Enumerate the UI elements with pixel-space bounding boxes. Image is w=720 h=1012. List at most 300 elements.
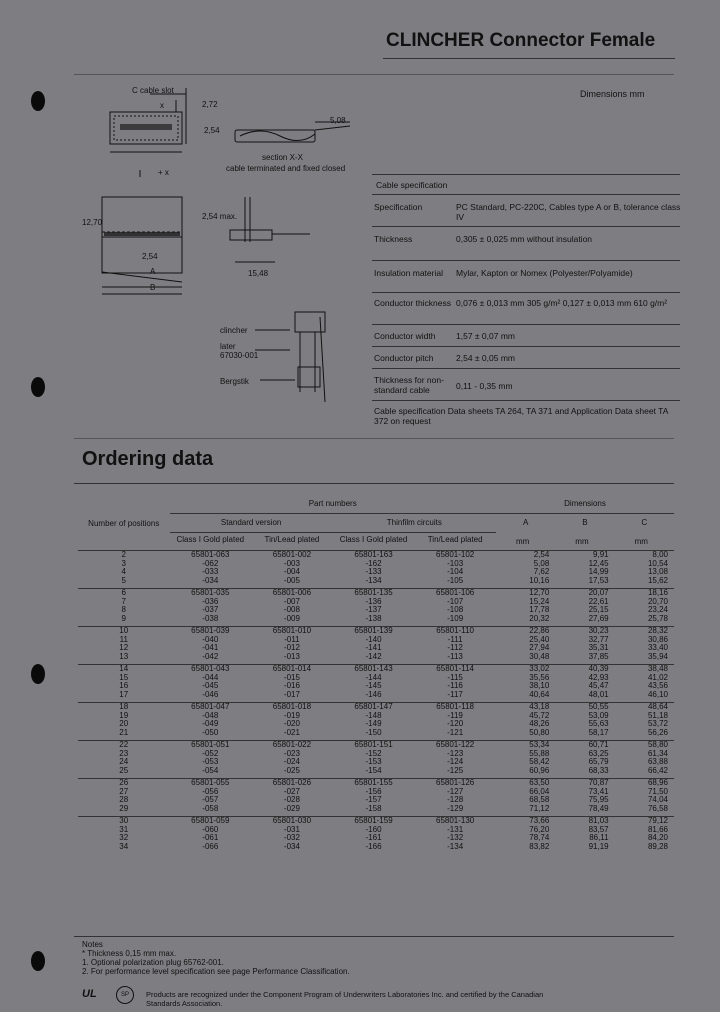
spec-rule (372, 174, 680, 175)
spec-value: 2,54 ± 0,05 mm (456, 353, 515, 363)
dim-254-max: 2,54 max. (202, 212, 238, 221)
cell-dim-c: 35,94 (647, 651, 668, 661)
cell-tf-gold: -153 (365, 757, 382, 766)
connector-drawing (80, 82, 370, 422)
cell-tf-tin: 65801-114 (414, 665, 496, 674)
cell-positions: 2 (78, 551, 170, 560)
cell-positions: 7 (121, 596, 126, 606)
cell-dim-c: 23,24 (647, 605, 668, 614)
cell-std-tin: -034 (283, 841, 300, 851)
cell-dim-a: 40,64 (529, 689, 550, 699)
cell-dim-a: 45,72 (529, 710, 550, 720)
h-mm-b: mm (575, 536, 589, 546)
table-row (78, 577, 674, 589)
section-rule (74, 483, 674, 484)
cell-dim-c: 51,18 (647, 710, 668, 720)
cell-std-gold: -034 (202, 575, 219, 585)
cell-dim-a: 71,12 (529, 803, 550, 813)
section-note: cable terminated and fixed closed (226, 164, 346, 173)
spec-value: PC Standard, PC-220C, Cables type A or B, tolerance class IV (456, 202, 681, 222)
spec-value: Mylar, Kapton or Nomex (Polyester/Polyamide) (456, 268, 633, 278)
spec-rule (372, 194, 680, 195)
cell-tf-tin: -103 (447, 558, 464, 568)
cell-tf-tin: 65801-102 (414, 551, 496, 560)
table-row (78, 653, 674, 665)
cell-std-tin: -005 (283, 575, 300, 585)
cell-dim-c: 58,80 (615, 741, 674, 750)
cell-dim-a: 30,48 (529, 651, 550, 661)
cell-dim-b: 91,19 (588, 841, 609, 851)
spec-label: Conductor pitch (374, 353, 434, 363)
cell-std-tin: -031 (283, 824, 300, 834)
cell-std-tin: -032 (283, 833, 300, 842)
csa-logo: SP (116, 986, 134, 1004)
h-a: A (522, 517, 529, 527)
cell-dim-b: 30,23 (555, 627, 614, 636)
cell-positions: 17 (119, 689, 129, 699)
cell-tf-tin: -108 (447, 605, 464, 614)
table-row (78, 767, 674, 779)
cell-positions: 18 (78, 703, 170, 712)
cable-spec-heading: Cable specification (376, 180, 448, 190)
dim-254: 2,54 (204, 126, 220, 135)
title-rule (383, 58, 675, 59)
cell-dim-c: 81,66 (647, 824, 668, 834)
cell-tf-gold: -161 (365, 833, 382, 842)
cell-std-tin: -016 (283, 681, 300, 690)
cell-positions: 6 (78, 589, 170, 598)
cell-std-tin: -019 (283, 710, 300, 720)
cell-std-tin: 65801-006 (251, 589, 333, 598)
table-row (78, 615, 674, 627)
xx-label: + x (158, 168, 169, 177)
cell-tf-tin: -104 (447, 567, 464, 576)
h-tin-lead-tf: Tin/Lead plated (427, 535, 483, 544)
cell-std-gold: -060 (202, 824, 219, 834)
cell-tf-gold: -156 (365, 786, 382, 796)
cell-dim-b: 73,41 (588, 786, 609, 796)
cell-tf-gold: -160 (365, 824, 382, 834)
cell-dim-c: 79,12 (615, 817, 674, 826)
cell-dim-b: 58,17 (588, 727, 609, 737)
spec-rule (372, 400, 680, 401)
cell-dim-b: 65,79 (588, 757, 609, 766)
cell-dim-c: 61,34 (647, 748, 668, 758)
spec-label: Specification (374, 202, 423, 212)
cell-std-gold: 65801-043 (170, 665, 252, 674)
cell-tf-tin: -127 (447, 786, 464, 796)
table-row (78, 843, 674, 855)
cell-dim-c: 53,72 (647, 719, 668, 728)
cell-tf-gold: -158 (365, 803, 382, 813)
x-label: x (160, 101, 164, 110)
ul-logo: UL (82, 988, 97, 1000)
cell-tf-tin: -124 (447, 757, 464, 766)
h-class-gold: Class I Gold plated (176, 535, 245, 544)
cell-std-gold: 65801-047 (170, 703, 252, 712)
cell-dim-b: 78,49 (588, 803, 609, 813)
cell-dim-c: 74,04 (647, 795, 668, 804)
h-num-positions: Number of positions (88, 518, 160, 528)
clincher-label: clincher (220, 326, 248, 335)
cell-std-tin: 65801-022 (251, 741, 333, 750)
cell-tf-tin: -121 (447, 727, 464, 737)
spec-value: 0,11 - 0,35 mm (456, 381, 513, 391)
binder-hole (31, 91, 45, 111)
ordering-heading: Ordering data (82, 448, 214, 470)
cell-dim-c: 13,08 (647, 567, 668, 576)
cell-tf-tin: -128 (447, 795, 464, 804)
cell-dim-a: 68,58 (529, 795, 550, 804)
note-2: 1. Optional polarization plug 65762-001. (82, 958, 224, 967)
cell-tf-gold: -152 (365, 748, 382, 758)
cell-dim-a: 48,26 (529, 719, 550, 728)
cell-std-gold: -049 (202, 719, 219, 728)
h-part-numbers: Part numbers (170, 496, 496, 513)
cell-dim-a: 55,88 (529, 748, 550, 758)
section-rule (74, 438, 674, 439)
cell-dim-a: 7,62 (533, 567, 550, 576)
cell-dim-a: 73,66 (496, 817, 555, 826)
cell-dim-c: 28,32 (615, 627, 674, 636)
binder-hole (31, 377, 45, 397)
cell-std-gold: -053 (202, 757, 219, 766)
cell-dim-c: 84,20 (647, 833, 668, 842)
certification-text (146, 990, 543, 1008)
cell-tf-tin: -134 (447, 841, 464, 851)
dim-272: 2,72 (202, 100, 218, 109)
cell-dim-a: 33,02 (496, 665, 555, 674)
cell-dim-b: 35,31 (588, 643, 609, 652)
cell-std-tin: 65801-026 (251, 779, 333, 788)
cell-std-tin: -029 (283, 803, 300, 813)
cell-tf-gold: -145 (365, 681, 382, 690)
cell-tf-gold: -144 (365, 672, 382, 682)
dim-1548: 15,48 (248, 269, 269, 278)
cell-dim-b: 40,39 (555, 665, 614, 674)
cell-std-tin: 65801-014 (251, 665, 333, 674)
h-thinfilm: Thinfilm circuits (333, 513, 496, 533)
cell-positions: 29 (119, 803, 129, 813)
cell-std-gold: -062 (202, 558, 219, 568)
cell-tf-tin: 65801-118 (414, 703, 496, 712)
cell-dim-c: 38,48 (615, 665, 674, 674)
cell-std-gold: 65801-063 (170, 551, 252, 560)
cell-dim-b: 42,93 (588, 672, 609, 682)
h-dimensions: Dimensions (496, 496, 674, 513)
cell-positions: 21 (119, 727, 129, 737)
cell-positions: 26 (78, 779, 170, 788)
cell-tf-tin: -112 (447, 643, 463, 652)
cell-std-tin: -028 (283, 795, 300, 804)
cell-tf-tin: 65801-122 (414, 741, 496, 750)
h-c: C (641, 517, 648, 527)
cell-tf-tin: -131 (447, 824, 464, 834)
cell-tf-gold: -142 (365, 651, 382, 661)
cell-std-tin: -004 (283, 567, 300, 576)
note-1: * Thickness 0,15 mm max. (82, 949, 177, 958)
cell-tf-gold: -148 (365, 710, 382, 720)
cell-positions: 14 (78, 665, 170, 674)
note-3: 2. For performance level specification see page Performance Classification. (82, 967, 350, 976)
table-row (78, 691, 674, 703)
cell-positions: 3 (121, 558, 126, 568)
cell-dim-b: 53,09 (588, 710, 609, 720)
section-rule (74, 936, 674, 937)
cell-std-gold: -050 (202, 727, 219, 737)
cell-tf-tin: -115 (447, 672, 463, 682)
cell-tf-gold: -150 (365, 727, 382, 737)
cell-positions: 24 (119, 757, 129, 766)
cell-dim-c: 46,10 (647, 689, 668, 699)
h-b: B (582, 517, 588, 527)
cell-tf-tin: -111 (447, 634, 463, 644)
spec-rule (372, 226, 680, 227)
cell-dim-c: 43,56 (647, 681, 668, 690)
cell-dim-c: 76,58 (647, 803, 668, 813)
cell-dim-c: 89,28 (647, 841, 668, 851)
cell-dim-b: 83,57 (588, 824, 609, 834)
cell-dim-a: 2,54 (496, 551, 555, 560)
bergstik-label: Bergstik (220, 377, 249, 386)
section-rule (74, 74, 674, 75)
cell-positions: 31 (119, 824, 129, 834)
cell-dim-b: 48,01 (588, 689, 609, 699)
spec-rule (372, 324, 680, 325)
cell-std-gold: -036 (202, 596, 219, 606)
cell-positions: 20 (119, 719, 129, 728)
cell-std-gold: -040 (202, 634, 219, 644)
cell-tf-tin: -125 (447, 765, 464, 775)
cell-dim-a: 15,24 (529, 596, 550, 606)
certification-line-1: Products are recognized under the Component Program of Underwriters Laboratories Inc. and certified by the Canadian (146, 990, 544, 999)
cell-tf-gold: -140 (365, 634, 382, 644)
section-label: section X-X (262, 153, 303, 162)
cell-std-gold: -066 (202, 841, 219, 851)
cell-tf-tin: -120 (447, 719, 464, 728)
c-cable-slot-label: C cable slot (132, 86, 174, 95)
spec-rule (372, 346, 680, 347)
cell-std-tin: -013 (283, 651, 300, 661)
cell-dim-a: 20,32 (529, 613, 550, 623)
spec-rule (372, 368, 680, 369)
notes (82, 940, 350, 976)
cell-tf-gold: -149 (365, 719, 382, 728)
cell-positions: 32 (119, 833, 129, 842)
cell-dim-b: 25,15 (588, 605, 609, 614)
dim-508: 5,08 (330, 116, 346, 125)
cell-dim-c: 68,96 (615, 779, 674, 788)
cell-tf-tin: 65801-110 (414, 627, 496, 636)
cell-dim-c: 10,54 (647, 558, 668, 568)
cell-std-gold: -045 (202, 681, 219, 690)
dim-254b: 2,54 (142, 252, 158, 261)
cell-dim-b: 20,07 (555, 589, 614, 598)
cell-dim-b: 22,61 (588, 596, 609, 606)
table-row (78, 805, 674, 817)
cell-dim-a: 60,96 (529, 765, 550, 775)
cell-tf-gold: -138 (365, 613, 382, 623)
a-label: A (150, 267, 156, 276)
cell-tf-gold: -141 (365, 643, 382, 652)
later-label: later (220, 342, 236, 351)
cell-dim-a: 25,40 (529, 634, 550, 644)
cell-dim-a: 63,50 (496, 779, 555, 788)
cell-tf-gold: 65801-139 (333, 627, 415, 636)
cell-std-tin: -011 (284, 634, 300, 644)
notes-heading: Notes (82, 940, 103, 949)
cell-tf-gold: -136 (365, 596, 382, 606)
cell-dim-c: 66,42 (647, 765, 668, 775)
cell-std-gold: -037 (202, 605, 219, 614)
cell-tf-tin: -107 (447, 596, 464, 606)
cell-std-gold: -054 (202, 765, 219, 775)
cell-tf-gold: 65801-155 (333, 779, 415, 788)
cell-tf-tin: -117 (447, 689, 463, 699)
cell-tf-tin: -105 (447, 575, 464, 585)
cell-positions: 9 (121, 613, 126, 623)
cell-std-tin: -021 (283, 727, 300, 737)
cell-dim-a: 66,04 (529, 786, 550, 796)
cell-std-tin: -020 (283, 719, 300, 728)
cell-tf-gold: -154 (365, 765, 382, 775)
cell-dim-a: 12,70 (496, 589, 555, 598)
cell-dim-a: 53,34 (496, 741, 555, 750)
cell-std-tin: -027 (283, 786, 300, 796)
cell-dim-b: 12,45 (588, 558, 609, 568)
spec-label: Conductor thickness (374, 298, 452, 308)
cell-positions: 12 (119, 643, 129, 652)
cell-dim-a: 38,10 (529, 681, 550, 690)
cell-std-gold: -033 (202, 567, 219, 576)
cell-std-tin: -024 (283, 757, 300, 766)
cell-dim-c: 48,64 (615, 703, 674, 712)
cell-tf-tin: 65801-130 (414, 817, 496, 826)
cell-std-tin: 65801-002 (251, 551, 333, 560)
cell-dim-a: 35,56 (529, 672, 550, 682)
cell-dim-b: 60,71 (555, 741, 614, 750)
cell-tf-gold: 65801-163 (333, 551, 415, 560)
cell-dim-a: 22,86 (496, 627, 555, 636)
table-row (78, 729, 674, 741)
h-standard: Standard version (170, 513, 333, 533)
cell-dim-b: 14,99 (588, 567, 609, 576)
cell-dim-c: 8,00 (615, 551, 674, 560)
cell-std-tin: -009 (283, 613, 300, 623)
cell-std-gold: -058 (202, 803, 219, 813)
h-tin-lead: Tin/Lead plated (264, 535, 320, 544)
spec-value: 1,57 ± 0,07 mm (456, 331, 515, 341)
cell-dim-b: 37,85 (588, 651, 609, 661)
spec-label: Conductor width (374, 331, 436, 341)
cell-std-gold: 65801-051 (170, 741, 252, 750)
cell-std-tin: -007 (283, 596, 300, 606)
cell-dim-a: 5,08 (533, 558, 550, 568)
cell-std-gold: -057 (202, 795, 219, 804)
spec-label: Thickness (374, 234, 413, 244)
cell-positions: 28 (119, 795, 129, 804)
cell-dim-b: 45,47 (588, 681, 609, 690)
cell-tf-tin: 65801-106 (414, 589, 496, 598)
cell-tf-tin: -119 (447, 710, 463, 720)
h-mm-a: mm (515, 536, 530, 546)
cell-tf-gold: -162 (365, 558, 382, 568)
spec-label: Insulation material (374, 268, 443, 278)
cell-dim-a: 27,94 (529, 643, 550, 652)
cell-dim-c: 25,78 (647, 613, 668, 623)
cell-dim-b: 50,55 (555, 703, 614, 712)
spec-value: 0,076 ± 0,013 mm 305 g/m² 0,127 ± 0,013 mm 610 g/m² (456, 298, 668, 308)
cell-dim-c: 71,50 (647, 786, 668, 796)
cell-std-gold: -052 (202, 748, 219, 758)
cell-dim-b: 9,91 (555, 551, 614, 560)
cell-dim-b: 68,33 (588, 765, 609, 775)
cell-tf-tin: 65801-126 (414, 779, 496, 788)
cell-std-tin: -015 (283, 672, 300, 682)
cell-dim-b: 86,11 (589, 833, 609, 842)
cell-std-tin: -008 (283, 605, 300, 614)
cell-std-gold: -042 (202, 651, 219, 661)
cell-std-tin: 65801-030 (251, 817, 333, 826)
cell-dim-c: 33,40 (647, 643, 668, 652)
cell-tf-tin: -113 (447, 651, 463, 661)
cell-tf-gold: 65801-135 (333, 589, 415, 598)
cell-std-tin: 65801-010 (251, 627, 333, 636)
spec-label: Thickness for non-standard cable (374, 375, 444, 395)
ordering-table (78, 496, 674, 854)
cell-std-gold: -048 (202, 710, 219, 720)
spec-rule (372, 260, 680, 261)
cell-tf-gold: 65801-151 (333, 741, 415, 750)
cell-dim-b: 27,69 (588, 613, 609, 623)
cell-dim-b: 55,63 (588, 719, 609, 728)
spec-rule (372, 292, 680, 293)
cell-positions: 15 (119, 672, 129, 682)
cell-std-gold: -046 (202, 689, 219, 699)
cell-positions: 25 (119, 765, 129, 775)
cell-std-tin: -012 (283, 643, 300, 652)
binder-hole (31, 951, 45, 971)
cell-dim-a: 78,74 (529, 833, 550, 842)
cell-dim-b: 63,25 (588, 748, 609, 758)
cell-positions: 34 (119, 841, 129, 851)
cell-dim-c: 41,02 (647, 672, 668, 682)
cell-positions: 22 (78, 741, 170, 750)
cell-tf-tin: -123 (447, 748, 464, 758)
cell-std-gold: 65801-055 (170, 779, 252, 788)
cell-dim-c: 20,70 (647, 596, 668, 606)
cell-std-tin: 65801-018 (251, 703, 333, 712)
cell-tf-gold: 65801-143 (333, 665, 415, 674)
cell-dim-b: 75,95 (588, 795, 609, 804)
cell-dim-c: 15,62 (647, 575, 668, 585)
cell-std-gold: -056 (202, 786, 219, 796)
cell-std-gold: -061 (202, 833, 219, 842)
cell-positions: 27 (119, 786, 129, 796)
cell-dim-a: 10,16 (529, 575, 550, 585)
cell-positions: 16 (119, 681, 129, 690)
cell-tf-gold: 65801-159 (333, 817, 415, 826)
cell-dim-b: 81,03 (555, 817, 614, 826)
cell-tf-gold: -137 (365, 605, 382, 614)
cell-tf-gold: -146 (365, 689, 382, 699)
cell-tf-gold: -166 (365, 841, 382, 851)
page-title: CLINCHER Connector Female (386, 30, 656, 51)
b-label: B (150, 283, 156, 292)
cell-tf-gold: 65801-147 (333, 703, 415, 712)
cell-dim-a: 58,42 (529, 757, 550, 766)
cell-positions: 10 (78, 627, 170, 636)
